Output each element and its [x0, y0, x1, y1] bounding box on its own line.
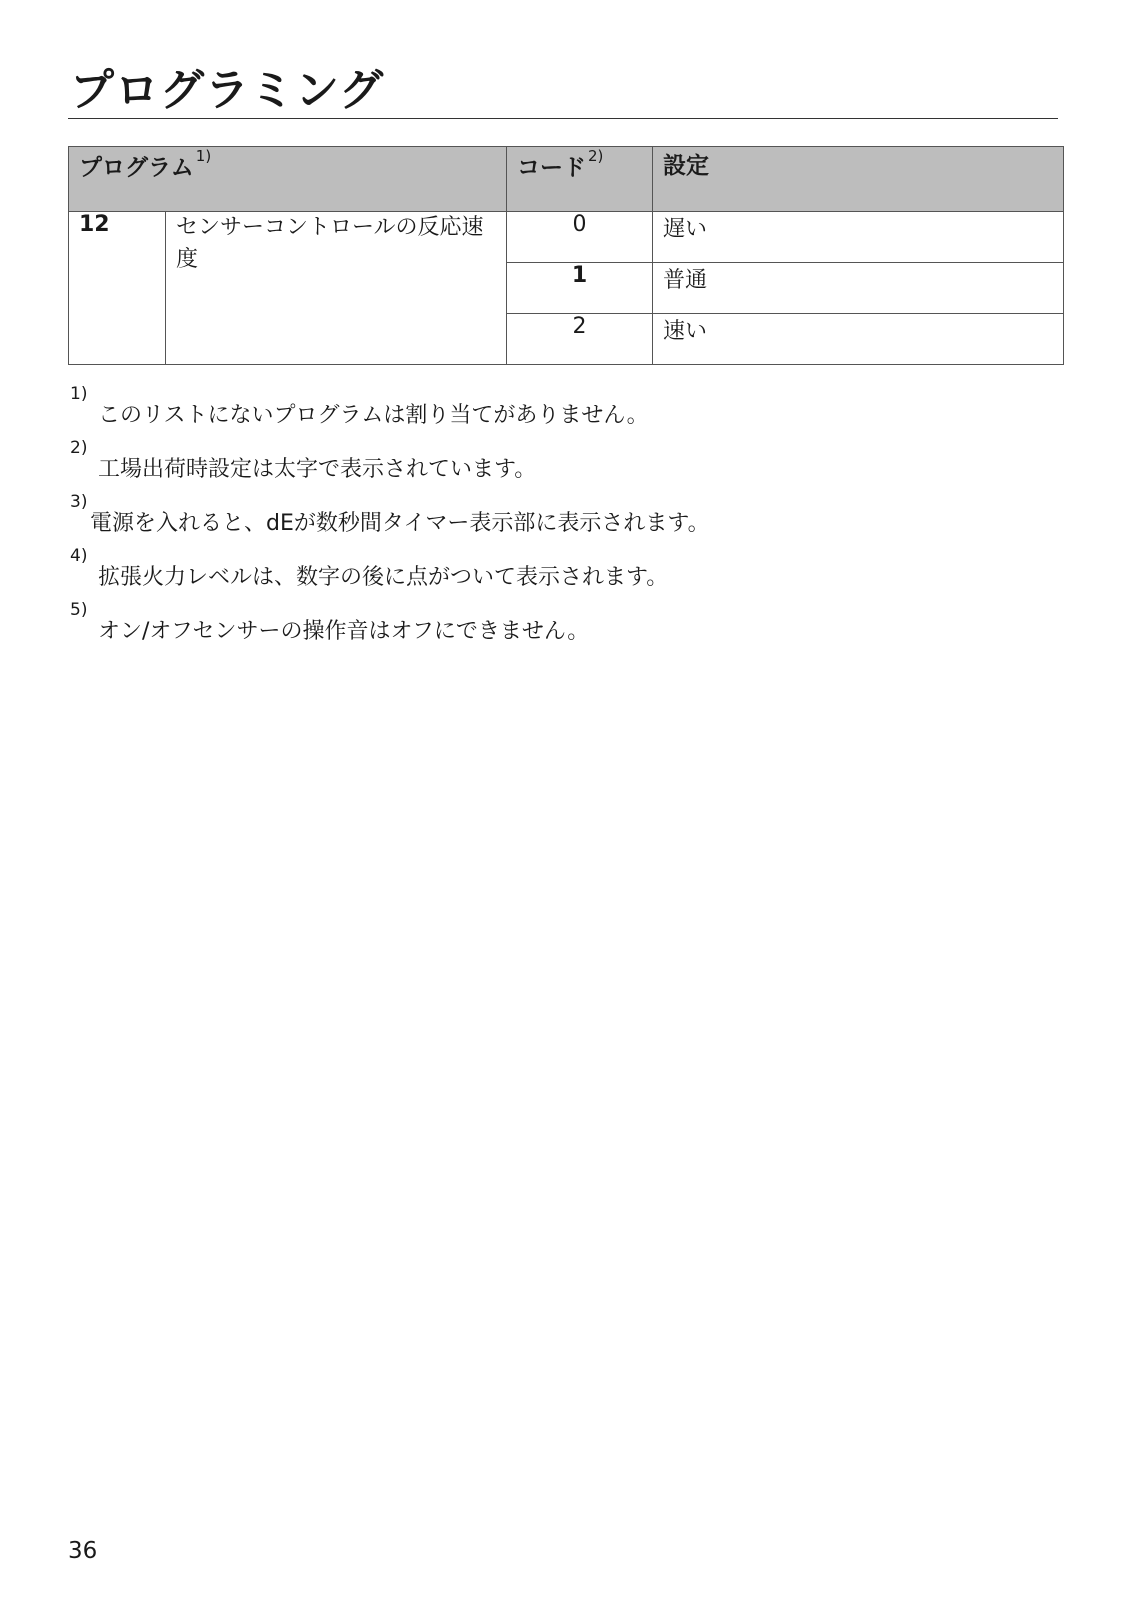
- footnote-item: [70, 438, 1060, 492]
- program-name: センサーコントロールの反応速度: [166, 212, 507, 365]
- footnote-mark: 5): [70, 600, 88, 620]
- footnote-item: [70, 384, 1060, 438]
- programming-table: [68, 146, 1064, 365]
- header-code-footnote: 2): [588, 147, 604, 165]
- footnote-item: [70, 600, 1060, 654]
- option-code: 2: [507, 314, 653, 365]
- footnote-text: このリストにないプログラムは割り当てがありません。: [98, 403, 649, 428]
- footnote-mark: 2): [70, 438, 88, 458]
- footnotes: [70, 384, 1060, 654]
- option-code-default: 1: [507, 263, 653, 314]
- footnote-text: オン/オフセンサーの操作音はオフにできません。: [98, 619, 590, 644]
- table-row: [69, 212, 1064, 263]
- page-title: プログラミング: [70, 65, 385, 116]
- footnote-mark: 1): [70, 384, 88, 404]
- option-setting: 速い: [653, 314, 1064, 365]
- option-setting: 遅い: [653, 212, 1064, 263]
- option-code: 0: [507, 212, 653, 263]
- header-code: [507, 147, 653, 212]
- page-number: 36: [68, 1538, 98, 1564]
- option-setting: 普通: [653, 263, 1064, 314]
- header-program-label: プログラム: [79, 155, 194, 181]
- footnote-mark: 3): [70, 492, 88, 512]
- footnote-item: [70, 492, 1060, 546]
- title-divider: [68, 118, 1058, 119]
- header-program-footnote: 1): [195, 147, 212, 165]
- footnote-text: 工場出荷時設定は太字で表示されています。: [98, 457, 537, 482]
- table-header-row: [69, 147, 1064, 212]
- footnote-item: [70, 546, 1060, 600]
- header-program: [69, 147, 507, 212]
- footnote-text: 電源を入れると、dEが数秒間タイマー表示部に表示されます。: [90, 511, 710, 536]
- footnote-text: 拡張火力レベルは、数字の後に点がついて表示されます。: [98, 565, 669, 590]
- footnote-mark: 4): [70, 546, 88, 566]
- header-code-label: コード: [517, 155, 586, 181]
- header-setting: 設定: [653, 147, 1064, 212]
- program-number: 12: [69, 212, 166, 365]
